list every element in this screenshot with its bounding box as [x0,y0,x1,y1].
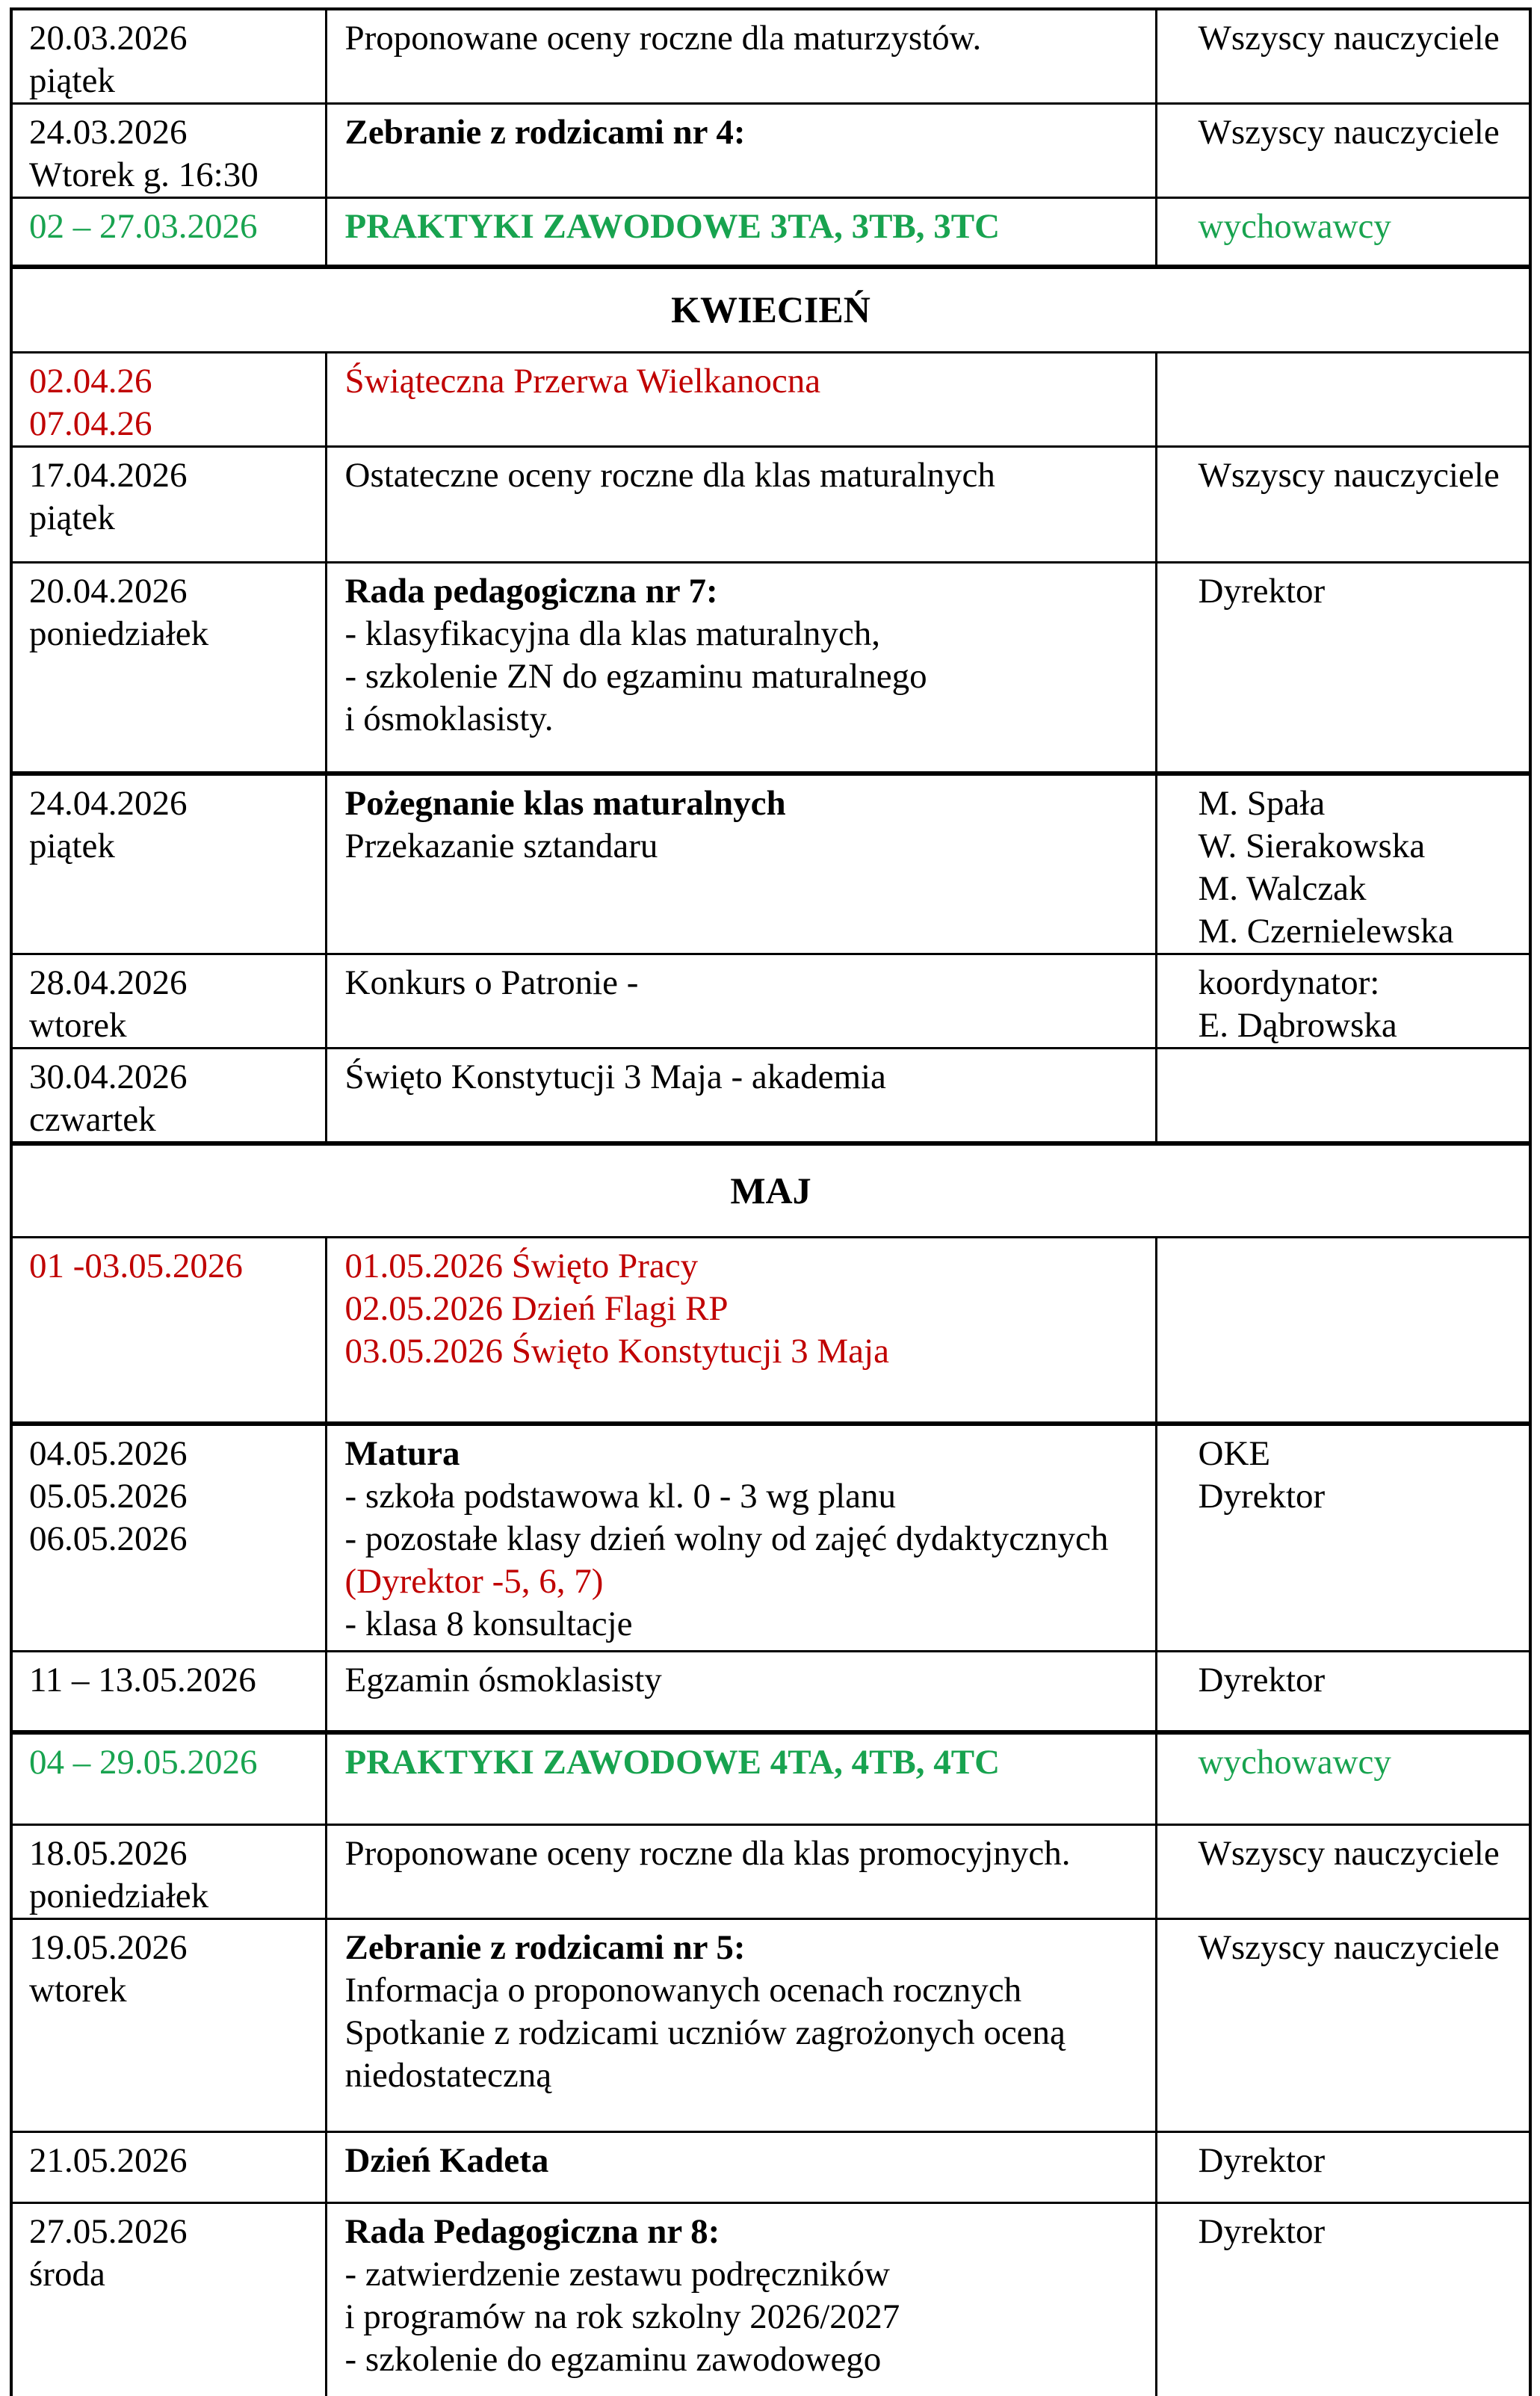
day-name-line: poniedziałek [29,614,209,653]
calendar-row [11,954,1530,1048]
responsible-cell [1156,353,1530,447]
date-line: 02 – 27.03.2026 [29,207,258,246]
responsible-cell [1156,1652,1530,1732]
date-cell [11,9,326,104]
event-cell [326,1919,1156,2132]
responsible-cell [1156,104,1530,198]
date-cell [11,1919,326,2132]
responsible-line: Wszyscy nauczyciele [1198,456,1500,495]
event-line: Spotkanie z rodzicami uczniów zagrożonych oceną [344,2013,1066,2052]
month-header-cell: KWIECIEŃ [11,267,1530,353]
date-line: 01 -03.05.2026 [29,1247,243,1285]
date-cell [11,1238,326,1424]
date-line: 04 – 29.05.2026 [29,1742,258,1782]
event-line: - szkolenie do egzaminu zawodowego [344,2340,882,2379]
date-line: 27.05.2026 [29,2212,188,2251]
responsible-line: Wszyscy nauczyciele [1198,113,1500,152]
day-name-line: czwartek [29,1099,156,1139]
event-line: - klasyfikacyjna dla klas maturalnych, [344,614,880,653]
event-line: Zebranie z rodzicami nr 5: [344,1928,746,1967]
event-line: niedostateczną [344,2056,552,2095]
calendar-row [11,447,1530,563]
event-line: Egzamin ósmoklasisty [344,1661,662,1699]
month-header-row [11,1143,1530,1238]
date-cell [11,1825,326,1919]
responsible-cell [1156,1825,1530,1919]
event-line: - pozostałe klasy dzień wolny od zajęć dydaktycznych [344,1519,1109,1558]
responsible-cell [1156,563,1530,774]
date-line: 20.03.2026 [29,19,188,58]
event-line: Proponowane oceny roczne dla klas promocyjnych. [344,1834,1071,1873]
event-line: i ósmoklasisty. [344,700,554,738]
event-line: i programów na rok szkolny 2026/2027 [344,2297,900,2336]
event-cell [326,1732,1156,1825]
date-cell [11,198,326,267]
responsible-line: M. Walczak [1198,868,1367,908]
responsible-cell [1156,2203,1530,2396]
date-cell [11,2132,326,2203]
event-cell [326,104,1156,198]
date-cell [11,104,326,198]
calendar-row [11,1652,1530,1732]
month-header-row [11,267,1530,353]
responsible-line: Wszyscy nauczyciele [1198,19,1500,58]
date-line: 21.05.2026 [29,2141,188,2180]
responsible-line: Wszyscy nauczyciele [1198,1834,1500,1873]
date-line: 06.05.2026 [29,1519,188,1558]
day-name-line: środa [29,2255,105,2294]
event-cell [326,2132,1156,2203]
event-line: Proponowane oceny roczne dla maturzystów. [344,19,982,58]
event-cell [326,954,1156,1048]
responsible-line: wychowawcy [1198,207,1391,246]
date-line: 05.05.2026 [29,1476,188,1516]
date-line: 17.04.2026 [29,456,188,495]
day-name-line: Wtorek g. 16:30 [29,155,259,194]
date-cell [11,353,326,447]
day-name-line: piątek [29,61,115,100]
date-cell [11,1424,326,1652]
event-line: Konkurs o Patronie - [344,963,639,1002]
day-name-line: poniedziałek [29,1877,209,1915]
day-name-line: piątek [29,498,115,537]
month-header-cell: MAJ [11,1143,1530,1238]
responsible-cell [1156,447,1530,563]
responsible-cell [1156,774,1530,954]
date-cell [11,2203,326,2396]
responsible-line: Dyrektor [1198,1661,1326,1699]
event-line: Świąteczna Przerwa Wielkanocna [344,362,821,401]
event-cell [326,9,1156,104]
responsible-cell [1156,1048,1530,1143]
responsible-line: koordynator: [1198,963,1380,1002]
date-line: 24.03.2026 [29,113,188,152]
date-cell [11,1732,326,1825]
calendar-row [11,2132,1530,2203]
date-line: 19.05.2026 [29,1928,188,1967]
responsible-cell [1156,1919,1530,2132]
day-name-line: wtorek [29,1005,127,1045]
event-cell [326,353,1156,447]
event-cell [326,774,1156,954]
responsible-line: Dyrektor [1198,572,1326,611]
event-cell [326,1825,1156,1919]
event-cell [326,2203,1156,2396]
responsible-line: W. Sierakowska [1198,826,1426,865]
calendar-row-holiday [11,353,1530,447]
calendar-row [11,774,1530,954]
date-line: 30.04.2026 [29,1057,188,1096]
calendar-row [11,1825,1530,1919]
responsible-line: OKE [1198,1433,1271,1473]
date-line: 20.04.2026 [29,572,188,611]
date-cell [11,774,326,954]
calendar-row-holiday [11,1238,1530,1424]
event-line: Dzień Kadeta [344,2141,549,2180]
responsible-cell [1156,1732,1530,1825]
date-cell [11,954,326,1048]
responsible-line: E. Dąbrowska [1198,1005,1397,1045]
date-line: 11 – 13.05.2026 [29,1661,256,1699]
calendar-row [11,104,1530,198]
date-line: 28.04.2026 [29,963,188,1002]
event-line: - klasa 8 konsultacje [344,1604,633,1643]
event-line: 01.05.2026 Święto Pracy [344,1247,699,1285]
date-line: 04.05.2026 [29,1433,188,1473]
event-line: Zebranie z rodzicami nr 4: [344,113,746,152]
event-line: Przekazanie sztandaru [344,826,658,865]
date-cell [11,447,326,563]
responsible-line: Dyrektor [1198,2212,1326,2251]
responsible-line: M. Spała [1198,783,1326,823]
event-cell [326,1048,1156,1143]
date-line: 07.04.26 [29,404,152,443]
responsible-cell [1156,1238,1530,1424]
calendar-row [11,1919,1530,2132]
responsible-line: wychowawcy [1198,1742,1391,1782]
event-line: Informacja o proponowanych ocenach rocznych [344,1971,1022,2010]
event-cell [326,447,1156,563]
event-line: PRAKTYKI ZAWODOWE 4TA, 4TB, 4TC [344,1742,1001,1782]
event-line: Rada Pedagogiczna nr 8: [344,2212,720,2251]
responsible-line: Dyrektor [1198,1476,1326,1516]
responsible-cell [1156,1424,1530,1652]
event-line: - zatwierdzenie zestawu podręczników [344,2255,890,2294]
date-line: 24.04.2026 [29,783,188,823]
event-line: - szkoła podstawowa kl. 0 - 3 wg planu [344,1476,896,1516]
event-line: PRAKTYKI ZAWODOWE 3TA, 3TB, 3TC [344,207,1001,246]
date-cell [11,1652,326,1732]
date-line: 02.04.26 [29,362,152,401]
calendar-row [11,1048,1530,1143]
responsible-line: Dyrektor [1198,2141,1326,2180]
calendar-row-practices [11,1732,1530,1825]
event-line: (Dyrektor -5, 6, 7) [344,1561,604,1601]
event-cell [326,563,1156,774]
date-cell [11,1048,326,1143]
event-line: 02.05.2026 Dzień Flagi RP [344,1289,729,1328]
event-line: 03.05.2026 Święto Konstytucji 3 Maja [344,1332,889,1371]
event-line: Pożegnanie klas maturalnych [344,783,786,823]
event-cell [326,1238,1156,1424]
responsible-cell [1156,9,1530,104]
calendar-table [10,7,1532,2396]
responsible-cell [1156,2132,1530,2203]
day-name-line: piątek [29,826,115,865]
responsible-line: M. Czernielewska [1198,911,1454,951]
event-line: Ostateczne oceny roczne dla klas maturalnych [344,456,995,495]
date-line: 18.05.2026 [29,1834,188,1873]
responsible-cell [1156,954,1530,1048]
date-cell [11,563,326,774]
event-cell [326,1652,1156,1732]
responsible-line: Wszyscy nauczyciele [1198,1928,1500,1967]
event-line: - szkolenie ZN do egzaminu maturalnego [344,657,927,696]
event-line: Rada pedagogiczna nr 7: [344,572,718,611]
calendar-row-practices [11,198,1530,267]
calendar-row [11,1424,1530,1652]
calendar-row [11,2203,1530,2396]
responsible-cell [1156,198,1530,267]
day-name-line: wtorek [29,1971,127,2010]
event-line: Święto Konstytucji 3 Maja - akademia [344,1057,886,1096]
event-cell [326,1424,1156,1652]
event-line: Matura [344,1433,460,1473]
calendar-row [11,9,1530,104]
event-cell [326,198,1156,267]
calendar-row [11,563,1530,774]
